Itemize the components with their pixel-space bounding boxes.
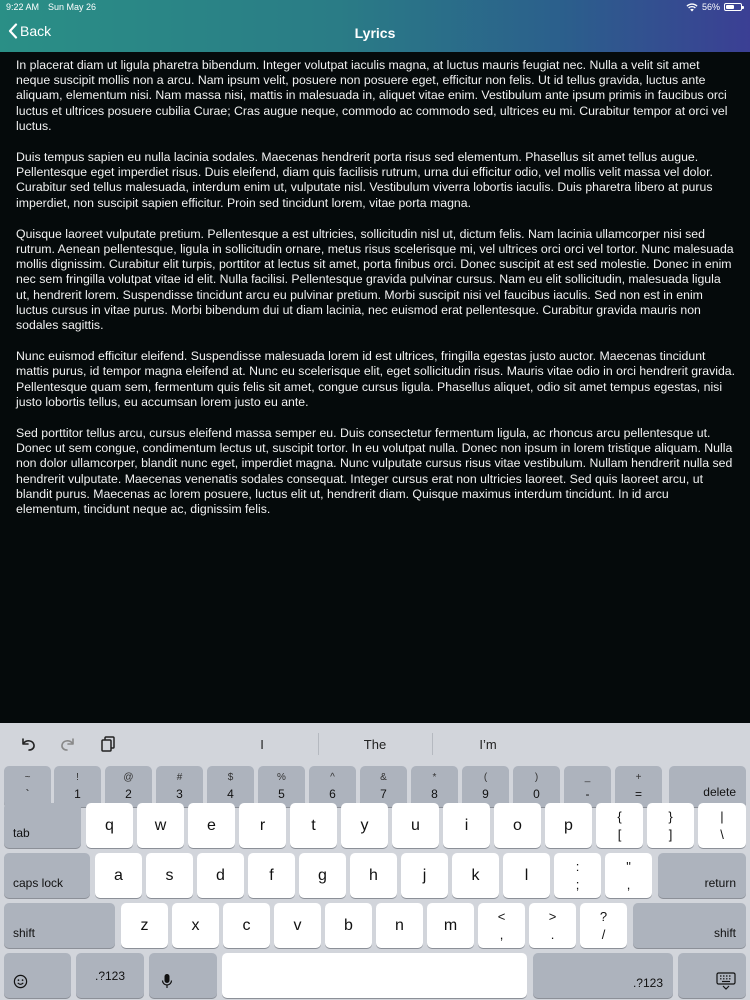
key-j[interactable] <box>401 853 448 898</box>
key-label: o <box>513 816 522 834</box>
key-label: y <box>360 816 369 834</box>
tab-key[interactable] <box>4 803 81 848</box>
key-v[interactable] <box>274 903 321 948</box>
key-label: s <box>165 866 174 884</box>
key-label: q <box>105 816 114 834</box>
key-shift-label: ) <box>534 772 539 783</box>
key-label: m <box>443 916 458 934</box>
key-label: w <box>154 816 167 834</box>
key-label: c <box>242 916 251 934</box>
key-shift-label: + <box>635 772 642 783</box>
key-label: 1 <box>74 787 81 801</box>
key-period[interactable] <box>529 903 576 948</box>
key-shift-label: < <box>497 909 506 924</box>
key-shift-label: * <box>432 772 437 783</box>
key-shift-label: > <box>548 909 557 924</box>
key-1[interactable] <box>54 766 101 807</box>
key-shift-label: ! <box>76 772 79 783</box>
status-date: Sun May 26 <box>48 2 97 12</box>
key-quote[interactable] <box>605 853 652 898</box>
key-d[interactable] <box>197 853 244 898</box>
key-q[interactable] <box>86 803 133 848</box>
key-shift-label: | <box>720 809 724 824</box>
key-label: . <box>550 927 555 942</box>
return-key[interactable] <box>658 853 746 898</box>
key-l[interactable] <box>503 853 550 898</box>
key-h[interactable] <box>350 853 397 898</box>
key-shift-label: $ <box>227 772 234 783</box>
key-label: ` <box>25 787 30 801</box>
key-minus[interactable] <box>564 766 611 807</box>
key-label: d <box>216 866 225 884</box>
key-backslash[interactable] <box>698 803 746 848</box>
key-r[interactable] <box>239 803 286 848</box>
key-m[interactable] <box>427 903 474 948</box>
key-label: z <box>140 916 149 934</box>
key-slash[interactable] <box>580 903 627 948</box>
key-shift-label: & <box>380 772 387 783</box>
key-equals[interactable] <box>615 766 662 807</box>
key-g[interactable] <box>299 853 346 898</box>
key-label: v <box>293 916 302 934</box>
key-o[interactable] <box>494 803 541 848</box>
key-label: t <box>311 816 316 834</box>
key-label: x <box>191 916 200 934</box>
key-label: 3 <box>176 787 183 801</box>
key-label: delete <box>703 785 736 799</box>
microphone-icon <box>161 973 173 989</box>
keyboard-dismiss-icon <box>716 972 736 990</box>
key-y[interactable] <box>341 803 388 848</box>
key-shift-label: # <box>176 772 183 783</box>
key-u[interactable] <box>392 803 439 848</box>
key-label: l <box>524 866 529 884</box>
key-shift-label: ~ <box>24 772 31 783</box>
key-label: f <box>269 866 274 884</box>
key-2[interactable] <box>105 766 152 807</box>
emoji-key[interactable] <box>4 953 71 998</box>
key-shift-label: { <box>617 809 622 824</box>
numbers-key-left[interactable] <box>76 953 144 998</box>
key-label: b <box>344 916 353 934</box>
lyrics-paragraph: In placerat diam ut ligula pharetra bibendum. Integer volutpat iaculis magna, at luctus mauris feugiat nec. Nulla a velit sit amet neque suscipit mollis non a arcu. Nam ipsum velit, posuere non posuere eget, efficitur non felis. Ut id tellus gravida, luctus ante aliquam, elementum nisi. Nam massa nisi, mattis in malesuada in, aliquet vitae enim. Vestibulum ante ipsum primis in faucibus orci luctus et ultrices posuere cubilia Curae; Cras augue neque, commodo ac commodo sed, ultrices eu mi. Curabitur tempor at orci vel luctus. <box>16 58 728 133</box>
key-left-bracket[interactable] <box>596 803 643 848</box>
key-a[interactable] <box>95 853 142 898</box>
key-label: \ <box>720 827 724 842</box>
caps-lock-key[interactable] <box>4 853 90 898</box>
key-label: return <box>704 876 736 890</box>
key-label: , <box>499 927 504 942</box>
key-label: 7 <box>380 787 387 801</box>
key-label: tab <box>13 826 30 840</box>
key-label: shift <box>13 926 36 940</box>
key-label: u <box>411 816 420 834</box>
key-label: 2 <box>125 787 132 801</box>
key-label: 4 <box>227 787 234 801</box>
suggestion-bar <box>0 723 750 765</box>
key-shift-label: _ <box>584 772 591 783</box>
key-comma[interactable] <box>478 903 525 948</box>
status-time: 9:22 AM <box>6 2 40 12</box>
key-shift-label: " <box>626 859 631 874</box>
lyrics-text-area[interactable] <box>16 58 736 533</box>
key-label: .?123 <box>94 968 126 983</box>
key-label: e <box>207 816 216 834</box>
key-label: a <box>114 866 123 884</box>
suggestion-3[interactable]: I’m <box>479 737 497 752</box>
battery-icon <box>724 3 742 11</box>
key-t[interactable] <box>290 803 337 848</box>
key-n[interactable] <box>376 903 423 948</box>
shift-right-key[interactable] <box>633 903 746 948</box>
lyrics-paragraph: Quisque laoreet vulputate pretium. Pellentesque a est ultricies, sollicitudin nisl ut, dictum felis. Nam lacinia ullamcorper nisi sed rutrum. Aenean pellentesque, ligula in sollicitudin ornare, metus risus scelerisque mi, vel ultrices orci orci vel tortor. Nunc malesuada mollis dignissim. Curabitur elit turpis, porttitor at lectus sit amet, porta finibus orci. Donec suscipit at est sed molestie. Donec in enim nec sem fringilla volutpat vitae id elit. Nulla facilisi. Pellentesque gravida pulvinar cursus. Nam eu elit sollicitudin, malesuada ligula ut, hendrerit lorem. Suspendisse tincidunt arcu eu pulvinar pretium. Morbi suscipit nisi vel faucibus iaculis. Sed non est in enim luctus cursus in vitae purus. Morbi bibendum dui ut diam lacinia, nec euismod erat pellentesque. Curabitur gravida mauris non sodales sagittis. <box>16 226 734 333</box>
key-0[interactable] <box>513 766 560 807</box>
key-w[interactable] <box>137 803 184 848</box>
key-label: [ <box>617 827 622 842</box>
key-x[interactable] <box>172 903 219 948</box>
key-label: n <box>395 916 404 934</box>
key-9[interactable] <box>462 766 509 807</box>
key-b[interactable] <box>325 903 372 948</box>
key-6[interactable] <box>309 766 356 807</box>
key-label: j <box>422 866 427 884</box>
key-shift-label: % <box>277 772 286 783</box>
emoji-icon <box>13 974 28 989</box>
key-7[interactable] <box>360 766 407 807</box>
shift-left-key[interactable] <box>4 903 115 948</box>
redo-icon[interactable] <box>59 735 77 753</box>
delete-key[interactable] <box>669 766 746 807</box>
back-label: Back <box>20 23 52 39</box>
key-label: , <box>626 877 631 892</box>
suggestion-2[interactable]: The <box>363 737 387 752</box>
key-shift-label: ( <box>483 772 488 783</box>
key-label: g <box>318 866 327 884</box>
on-screen-keyboard <box>0 723 750 1000</box>
key-label: ; <box>575 877 580 892</box>
key-backtick[interactable] <box>4 766 51 807</box>
key-label: = <box>634 787 642 801</box>
key-right-bracket[interactable] <box>647 803 694 848</box>
key-label: caps lock <box>13 876 64 890</box>
key-label: p <box>564 816 573 834</box>
key-z[interactable] <box>121 903 168 948</box>
lyrics-paragraph: Duis tempus sapien eu nulla lacinia sodales. Maecenas hendrerit porta risus sed elementum. Phasellus sit amet tellus augue. Pellentesque eget imperdiet risus. Duis eleifend, diam quis facilisis rutrum, urna dui efficitur odio, vel mollis velit massa vel dolor. Curabitur sed tellus malesuada, interdum enim ut, vulputate nisl. Vestibulum viverra lobortis iaculis. Duis pharetra libero at purus imperdiet, non suscipit sapien efficitur. Proin sed tincidunt lorem, vitae porta magna. <box>16 150 713 210</box>
key-shift-label: } <box>668 809 673 824</box>
key-p[interactable] <box>545 803 592 848</box>
key-label: h <box>369 866 378 884</box>
key-label: k <box>471 866 480 884</box>
numbers-key-right[interactable] <box>533 953 673 998</box>
key-k[interactable] <box>452 853 499 898</box>
battery-percent: 56% <box>701 2 720 12</box>
key-label: 6 <box>329 787 336 801</box>
key-label: 5 <box>278 787 285 801</box>
key-label: i <box>464 816 469 834</box>
key-label: 0 <box>533 787 540 801</box>
nav-header <box>0 0 750 52</box>
dismiss-keyboard-key[interactable] <box>678 953 746 998</box>
key-label: 9 <box>482 787 489 801</box>
space-bar[interactable] <box>222 953 527 998</box>
key-f[interactable] <box>248 853 295 898</box>
key-shift-label: @ <box>123 772 134 783</box>
key-8[interactable] <box>411 766 458 807</box>
key-shift-label: ^ <box>330 772 335 783</box>
key-semicolon[interactable] <box>554 853 601 898</box>
key-e[interactable] <box>188 803 235 848</box>
wifi-icon <box>686 2 698 12</box>
status-bar <box>6 2 742 16</box>
key-label: .?123 <box>632 976 663 990</box>
lyrics-paragraph: Nunc euismod efficitur eleifend. Suspendisse malesuada lorem id est ultrices, fringilla egestas justo auctor. Maecenas tincidunt mattis purus, id tempor magna eleifend at. Nunc eu scelerisque elit, eget sollicitudin risus. Mauris vitae odio in orci hendrerit gravida. Pellentesque quam sem, fermentum quis felis sit amet, congue cursus ligula. Phasellus aliquet, odio sit amet tempus egestas, nisi justo lobortis tellus, eu accumsan lorem justo eu ante. <box>16 349 736 409</box>
suggestion-1[interactable]: I <box>260 737 264 752</box>
key-s[interactable] <box>146 853 193 898</box>
key-label: 8 <box>431 787 438 801</box>
key-c[interactable] <box>223 903 270 948</box>
key-label: shift <box>713 926 736 940</box>
key-label: r <box>259 816 266 834</box>
page-title: Lyrics <box>354 25 396 41</box>
paste-icon[interactable] <box>99 735 117 753</box>
key-5[interactable] <box>258 766 305 807</box>
key-label: ] <box>668 827 673 842</box>
key-4[interactable] <box>207 766 254 807</box>
dictation-key[interactable] <box>149 953 217 998</box>
key-label: - <box>585 787 590 801</box>
key-label: / <box>601 927 606 942</box>
key-shift-label: : <box>575 859 580 874</box>
status-right <box>686 2 742 12</box>
lyrics-paragraph: Sed porttitor tellus arcu, cursus eleifend massa semper eu. Duis consectetur fermentum ligula, ac rhoncus arcu pellentesque ut. Donec ut sem congue, condimentum lectus ut, suscipit tortor. In eu volutpat nulla. Donec non ipsum in lorem tristique aliquam. Nulla non dolor ullamcorper, blandit nunc eget, imperdiet magna. Nunc vulputate cursus risus vitae vestibulum. Nullam hendrerit nulla sed hendrerit vulputate. Maecenas venenatis sodales consequat. Integer cursus erat non ultricies laoreet. Sed quis laoreet arcu, ut blandit purus. Maecenas ac lorem posuere, luctus elit ut, hendrerit diam. Quisque maximus interdum tincidunt. In id arcu elementum, tincidunt neque ac, dignissim felis. <box>16 426 733 517</box>
undo-icon[interactable] <box>19 735 37 753</box>
key-shift-label: ? <box>599 909 608 924</box>
key-i[interactable] <box>443 803 490 848</box>
key-3[interactable] <box>156 766 203 807</box>
